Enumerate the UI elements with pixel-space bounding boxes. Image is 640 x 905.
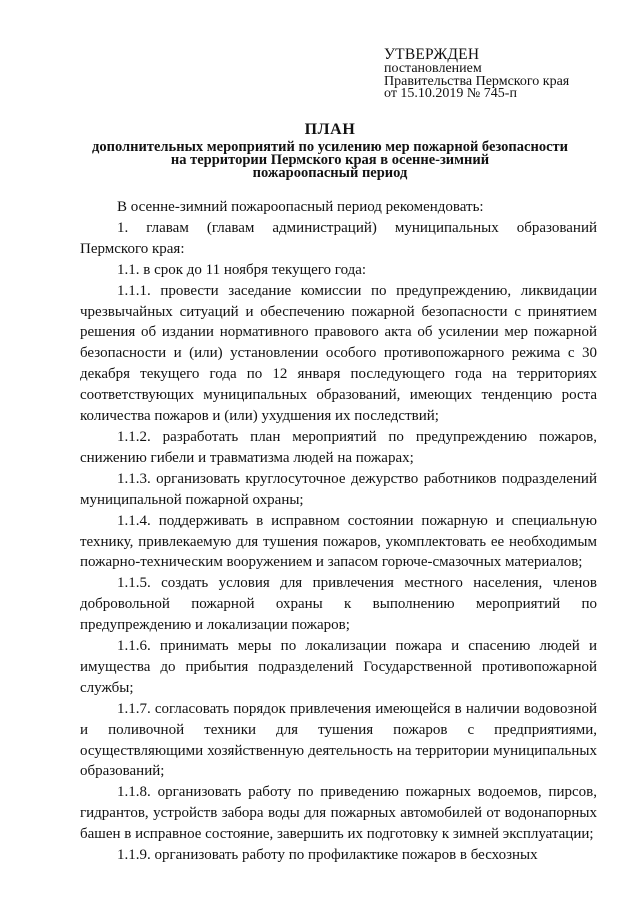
document-title xyxy=(60,120,600,180)
paragraph: 1.1.3. организовать круглосуточное дежурство работников подразделений муниципальной пожарной охраны; xyxy=(80,470,597,508)
approval-line: постановлением xyxy=(384,61,482,76)
title-line: дополнительных мероприятий по усилению мер пожарной безопасности xyxy=(92,139,568,155)
paragraph: 1.1.8. организовать работу по приведению пожарных водоемов, пирсов, гидрантов, устройств забора воды для пожарных автомобилей от водонапорных башен в исправное состояние, завершить их подготовку к зимней эксплуатации; xyxy=(80,784,597,843)
approval-heading: УТВЕРЖДЕН xyxy=(384,46,480,63)
paragraph: 1.1.9. организовать работу по профилактике пожаров в бесхозных xyxy=(117,847,538,864)
paragraph: 1.1. в срок до 11 ноября текущего года: xyxy=(117,261,367,278)
paragraph: 1.1.4. поддерживать в исправном состоянии пожарную и специальную технику, привлекаемую для тушения пожаров, укомплектовать ее необходимым пожарно-техническим вооружением и запасом горюче-смазочных материалов; xyxy=(80,512,597,571)
approval-line: от 15.10.2019 № 745-п xyxy=(384,86,517,101)
paragraph: 1.1.5. создать условия для привлечения местного населения, членов добровольной пожарной охраны к выполнению мероприятий по предупреждению и локализации пожаров; xyxy=(80,575,597,634)
approval-line: Правительства Пермского края xyxy=(384,73,570,89)
title-plan: ПЛАН xyxy=(304,121,356,138)
paragraph: В осенне-зимний пожароопасный период рекомендовать: xyxy=(117,199,484,215)
title-line: на территории Пермского края в осенне-зимний xyxy=(170,152,490,168)
paragraph: 1. главам (главам администраций) муниципальных образований Пермского края: xyxy=(80,219,597,257)
document-body xyxy=(80,197,597,866)
paragraph: 1.1.1. провести заседание комиссии по предупреждению, ликвидации чрезвычайных ситуаций и обеспечению пожарной безопасности с принятием решения об издании нормативного правового акта об усилении мер пожарной безопасности и (или) установлении особого противопожарного режима с 30 декабря текущего года по 12 января последующего года на территориях соответствующих муниципальных образований, имеющих тенденцию роста количества пожаров и (или) ухудшения их последствий; xyxy=(80,282,597,425)
approval-stamp xyxy=(384,46,624,101)
paragraph: 1.1.6. принимать меры по локализации пожара и спасению людей и имущества до прибытия подразделений Государственной противопожарной службы; xyxy=(80,638,597,696)
title-line: пожароопасный период xyxy=(252,165,408,181)
paragraph: 1.1.7. согласовать порядок привлечения имеющейся в наличии водовозной и поливочной техники для тушения пожаров с предприятиями, осуществляющими хозяйственную деятельность на территории муниципальных образований; xyxy=(80,700,597,780)
paragraph: 1.1.2. разработать план мероприятий по предупреждению пожаров, снижению гибели и травматизма людей на пожарах; xyxy=(80,428,597,466)
